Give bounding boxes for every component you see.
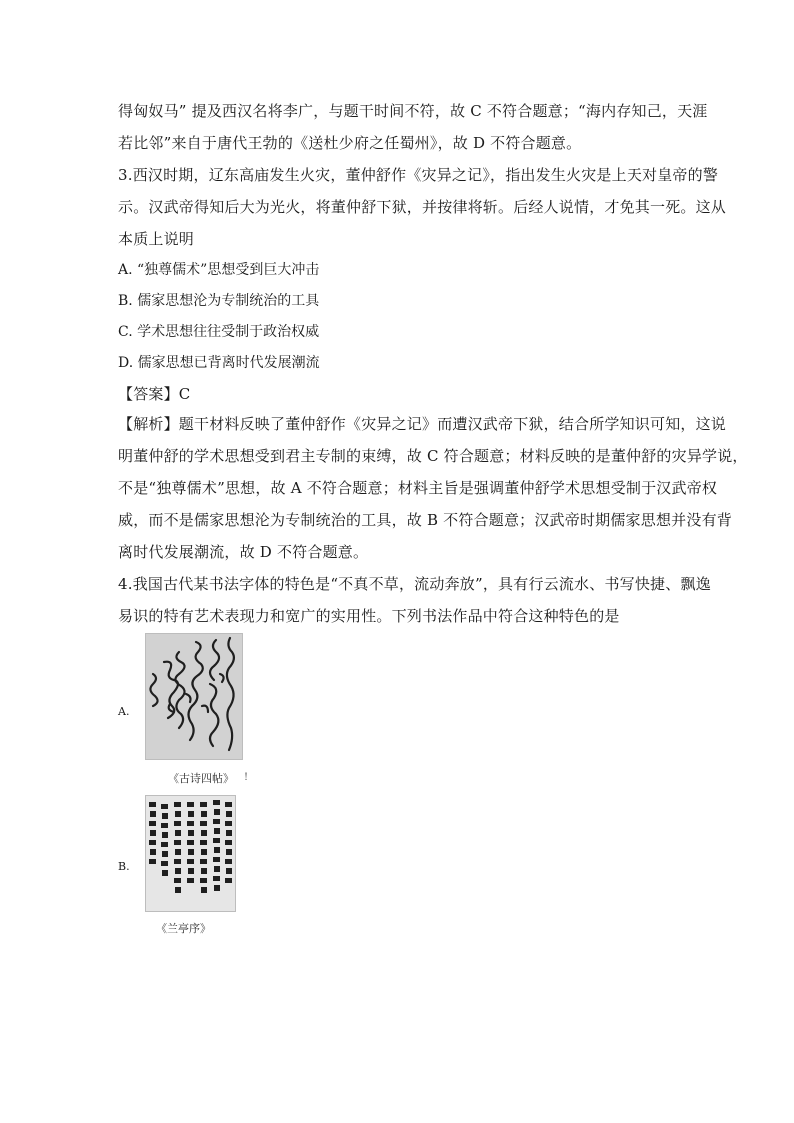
text-line: 若比邻”来自于唐代王勃的《送杜少府之任蜀州》，故 D 不符合题意。 xyxy=(118,134,582,152)
question-3-stem: 3.西汉时期，辽东高庙发生火灾，董仲舒作《灾异之记》，指出发生火灾是上天对皇帝的警 xyxy=(118,166,719,184)
calligraphy-image-b xyxy=(145,795,236,912)
caption-b: 《兰亭序》 xyxy=(156,922,211,935)
stray-mark: ! xyxy=(244,772,249,783)
caption-a: 《古诗四帖》 xyxy=(168,772,234,785)
option-b: B. 儒家思想沦为专制统治的工具 xyxy=(118,293,320,309)
option-a: A. “独尊儒术”思想受到巨大冲击 xyxy=(118,262,320,278)
question-4-stem: 易识的特有艺术表现力和宽广的实用性。下列书法作品中符合这种特色的是 xyxy=(118,607,620,625)
calligraphy-image-a xyxy=(145,633,243,760)
analysis-line: 威，而不是儒家思想沦为专制统治的工具，故 B 不符合题意；汉武帝时期儒家思想并没有背 xyxy=(118,511,732,529)
option-c: C. 学术思想往往受制于政治权威 xyxy=(118,324,320,340)
question-4-stem: 4.我国古代某书法字体的特色是“不真不草，流动奔放”，具有行云流水、书写快捷、飘逸 xyxy=(118,575,711,593)
analysis-line: 明董仲舒的学术思想受到君主专制的束缚，故 C 符合题意；材料反映的是董仲舒的灾异学说， xyxy=(118,447,748,465)
answer: 【答案】C xyxy=(118,385,191,403)
option-b-label: B. xyxy=(118,860,130,873)
analysis-line: 离时代发展潮流，故 D 不符合题意。 xyxy=(118,543,369,561)
question-3-stem: 示。汉武帝得知后大为光火，将董仲舒下狱，并按律将斩。后经人说情，才免其一死。这从 xyxy=(118,198,727,216)
option-a-label: A. xyxy=(118,705,130,718)
text-line: 得匈奴马” 提及西汉名将李广，与题干时间不符，故 C 不符合题意；“海内存知己，天涯 xyxy=(118,102,708,120)
option-d: D. 儒家思想已背离时代发展潮流 xyxy=(118,355,320,371)
analysis-line: 不是“独尊儒术”思想，故 A 不符合题意；材料主旨是强调董仲舒学术思想受制于汉武帝权 xyxy=(118,479,718,497)
analysis-line: 【解析】题干材料反映了董仲舒作《灾异之记》而遭汉武帝下狱，结合所学知识可知，这说 xyxy=(118,415,727,433)
question-3-stem: 本质上说明 xyxy=(118,230,195,248)
